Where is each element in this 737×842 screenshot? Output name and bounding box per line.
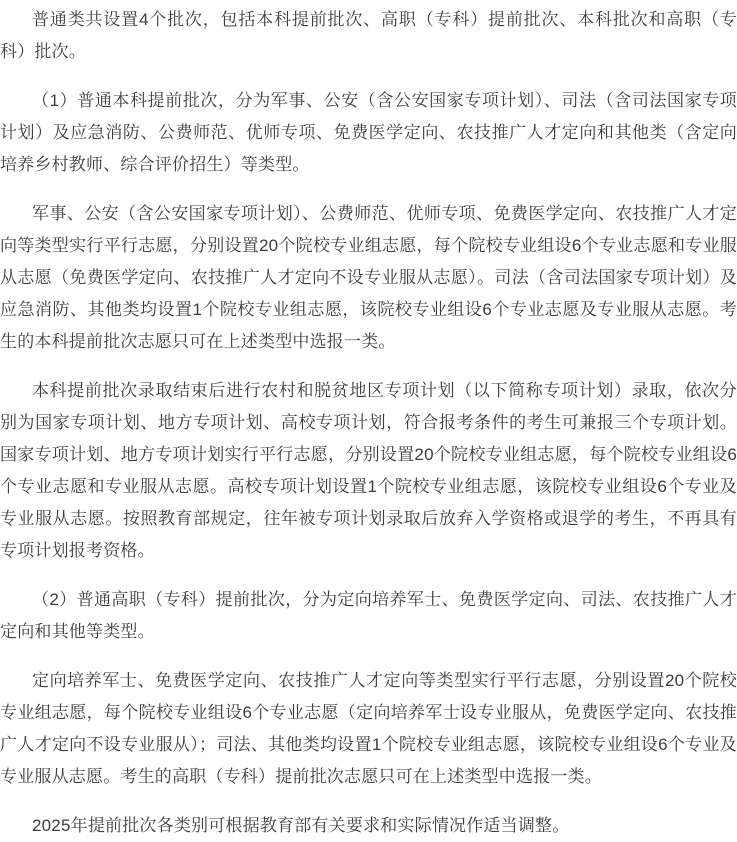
undergrad-advance-batch-volunteer-rules-paragraph: 军事、公安（含公安国家专项计划）、公费师范、优师专项、免费医学定向、农技推广人才定向等类型实行平行志愿，分别设置20个院校专业组志愿，每个院校专业组设6个专业志愿和专业服从志愿（免费医学定向、农技推广人才定向不设专业服从志愿）。司法（含司法国家专项计划）及应急消防、其他类均设置1个院校专业组志愿，该院校专业组设6个专业志愿及专业服从志愿。考生的本科提前批次志愿只可在上述类型中选报一类。 [0,204,737,351]
undergrad-advance-batch-types-paragraph: （1）普通本科提前批次，分为军事、公安（含公安国家专项计划）、司法（含司法国家专项计划）及应急消防、公费师范、优师专项、免费医学定向、农技推广人才定向和其他类（含定向培养乡村教师、综合评价招生）等类型。 [0,91,737,174]
rural-special-plans-paragraph: 本科提前批次录取结束后进行农村和脱贫地区专项计划（以下简称专项计划）录取，依次分别为国家专项计划、地方专项计划、高校专项计划，符合报考条件的考生可兼报三个专项计划。国家专项计划、地方专项计划实行平行志愿，分别设置20个院校专业组志愿，每个院校专业组设6个专业志愿和专业服从志愿。高校专项计划设置1个院校专业组志愿，该院校专业组设6个专业及专业服从志愿。按照教育部规定，往年被专项计划录取后放弃入学资格或退学的考生，不再具有专项计划报考资格。 [0,381,737,560]
vocational-advance-batch-types-paragraph: （2）普通高职（专科）提前批次，分为定向培养军士、免费医学定向、司法、农技推广人才定向和其他等类型。 [0,590,737,641]
vocational-advance-batch-volunteer-rules-paragraph: 定向培养军士、免费医学定向、农技推广人才定向等类型实行平行志愿，分别设置20个院校专业组志愿，每个院校专业组设6个专业志愿（定向培养军士设专业服从，免费医学定向、农技推广人才定向不设专业服从）；司法、其他类均设置1个院校专业组志愿，该院校专业组设6个专业及专业服从志愿。考生的高职（专科）提前批次志愿只可在上述类型中选报一类。 [0,671,737,786]
batches-overview-paragraph: 普通类共设置4个批次，包括本科提前批次、高职（专科）提前批次、本科批次和高职（专科）批次。 [0,10,737,61]
adjustment-note-2025-paragraph: 2025年提前批次各类别可根据教育部有关要求和实际情况作适当调整。 [32,816,570,835]
